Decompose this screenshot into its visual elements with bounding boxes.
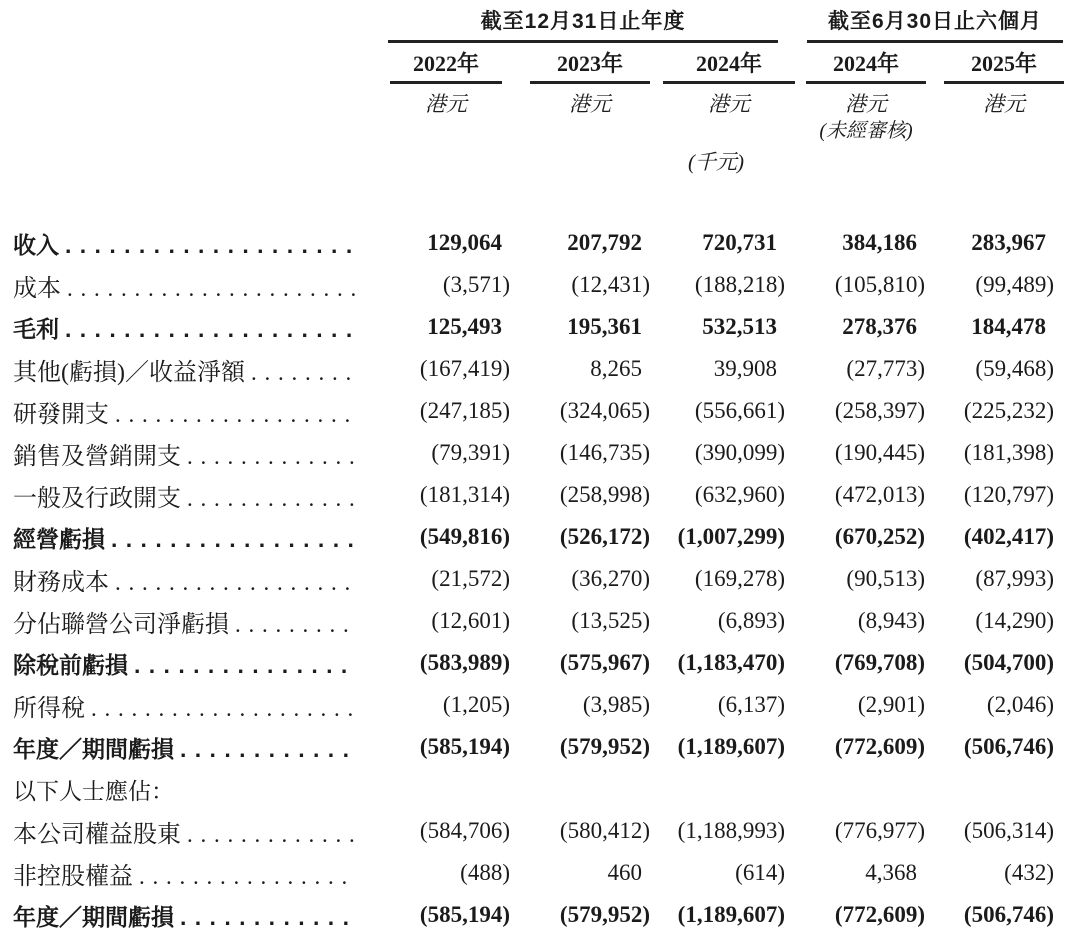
row-label: 年度／期間虧損 . . . bbox=[0, 899, 368, 932]
currency-label: 港元 bbox=[425, 92, 467, 116]
table-row bbox=[0, 390, 1080, 432]
value-cell: (432) bbox=[1004, 860, 1054, 885]
value-cell: (190,445) bbox=[834, 440, 925, 465]
value-cell: (87,993) bbox=[975, 566, 1054, 591]
value-cell: (27,773) bbox=[846, 356, 925, 381]
value-cell: (181,314) bbox=[419, 482, 510, 507]
value-cell: (504,700) bbox=[963, 650, 1054, 675]
value-cell: (2,046) bbox=[986, 692, 1054, 717]
table-row bbox=[0, 558, 1080, 600]
value-cell: 39,908 bbox=[713, 356, 777, 381]
value-cell: 384,186 bbox=[842, 230, 917, 255]
value-cell: (632,960) bbox=[694, 482, 785, 507]
value-cell: (579,952) bbox=[559, 734, 650, 759]
currency-label: 港元 bbox=[983, 92, 1025, 116]
table-row bbox=[0, 348, 1080, 390]
value-cell: (36,270) bbox=[571, 566, 650, 591]
year-header-2022: 2022年 bbox=[412, 51, 479, 76]
table-row bbox=[0, 600, 1080, 642]
value-cell: (583,989) bbox=[419, 650, 510, 675]
value-cell: 8,265 bbox=[590, 356, 642, 381]
value-cell: 460 bbox=[607, 860, 642, 885]
year-rule-2024 bbox=[663, 81, 795, 84]
dot-leader bbox=[235, 612, 356, 638]
table-row bbox=[0, 222, 1080, 264]
year-header-2024-interim: 2024年 bbox=[832, 51, 899, 76]
value-cell: (90,513) bbox=[846, 566, 925, 591]
value-cell: 207,792 bbox=[567, 230, 642, 255]
dot-leader bbox=[251, 360, 356, 386]
table-row bbox=[0, 642, 1080, 684]
dot-leader bbox=[187, 486, 356, 512]
year-header-2025: 2025年 bbox=[970, 51, 1037, 76]
row-label: 其他(虧損)／收益淨額 . . . bbox=[0, 352, 368, 387]
value-cell: (556,661) bbox=[694, 398, 785, 423]
table-row bbox=[0, 264, 1080, 306]
value-cell: (488) bbox=[460, 860, 510, 885]
value-cell: (324,065) bbox=[559, 398, 650, 423]
value-cell: (402,417) bbox=[963, 524, 1054, 549]
value-cell: (181,398) bbox=[963, 440, 1054, 465]
row-label: 研發開支 . . . bbox=[0, 394, 368, 429]
column-group-interim: 截至6月30日止六個月 bbox=[827, 10, 1043, 33]
value-cell: (6,137) bbox=[717, 692, 785, 717]
row-label: 一般及行政開支 . . . bbox=[0, 478, 368, 513]
value-cell: 184,478 bbox=[971, 314, 1046, 339]
year-rule-2023 bbox=[530, 81, 650, 84]
value-cell: (1,205) bbox=[442, 692, 510, 717]
value-cell: 278,376 bbox=[842, 314, 917, 339]
row-label: 年度／期間虧損 . . . bbox=[0, 731, 368, 764]
value-cell: 532,513 bbox=[702, 314, 777, 339]
dot-leader bbox=[187, 444, 356, 470]
value-cell: (772,609) bbox=[834, 734, 925, 759]
currency-label: 港元 bbox=[708, 92, 750, 116]
dot-leader bbox=[180, 736, 356, 763]
row-label: 以下人士應佔： bbox=[13, 777, 174, 804]
value-cell: 720,731 bbox=[702, 230, 777, 255]
value-cell: (3,571) bbox=[442, 272, 510, 297]
row-label: 成本 . . . bbox=[0, 268, 368, 303]
value-cell: 283,967 bbox=[971, 230, 1046, 255]
value-cell: 195,361 bbox=[567, 314, 642, 339]
value-cell: (258,397) bbox=[834, 398, 925, 423]
group-rule-interim bbox=[807, 40, 1063, 43]
table-header bbox=[0, 0, 1080, 222]
currency-label: 港元 bbox=[845, 92, 887, 116]
group-rule-annual bbox=[388, 40, 778, 43]
value-cell: (258,998) bbox=[559, 482, 650, 507]
dot-leader bbox=[134, 652, 356, 679]
dot-leader bbox=[187, 822, 356, 848]
table-row bbox=[0, 684, 1080, 726]
row-label: 除稅前虧損 . . . bbox=[0, 647, 368, 680]
column-group-annual: 截至12月31日止年度 bbox=[480, 10, 686, 33]
value-cell: (1,189,607) bbox=[677, 902, 785, 927]
value-cell: (21,572) bbox=[431, 566, 510, 591]
value-cell: (472,013) bbox=[834, 482, 925, 507]
value-cell: (146,735) bbox=[559, 440, 650, 465]
value-cell: (247,185) bbox=[419, 398, 510, 423]
row-label: 收入 . . . bbox=[0, 227, 368, 260]
value-cell: (772,609) bbox=[834, 902, 925, 927]
table-row bbox=[0, 432, 1080, 474]
value-cell: (12,431) bbox=[571, 272, 650, 297]
value-cell: (585,194) bbox=[419, 734, 510, 759]
value-cell: (614) bbox=[735, 860, 785, 885]
value-cell: (390,099) bbox=[694, 440, 785, 465]
row-label: 非控股權益 . . . bbox=[0, 856, 368, 891]
value-cell: (670,252) bbox=[834, 524, 925, 549]
value-cell: (14,290) bbox=[975, 608, 1054, 633]
value-cell: (225,232) bbox=[963, 398, 1054, 423]
row-label: 經營虧損 . . . bbox=[0, 521, 368, 554]
year-rule-2022 bbox=[390, 81, 502, 84]
value-cell: (167,419) bbox=[419, 356, 510, 381]
dot-leader bbox=[91, 696, 356, 722]
value-cell: (584,706) bbox=[419, 818, 510, 843]
dot-leader bbox=[139, 864, 356, 890]
table-body bbox=[0, 222, 1080, 936]
value-cell: (6,893) bbox=[717, 608, 785, 633]
year-rule-2025 bbox=[944, 81, 1064, 84]
dot-leader bbox=[180, 904, 356, 931]
row-label: 分佔聯營公司淨虧損 . . . bbox=[0, 604, 368, 639]
table-row bbox=[0, 810, 1080, 852]
value-cell: (120,797) bbox=[963, 482, 1054, 507]
dot-leader bbox=[65, 232, 356, 259]
table-row bbox=[0, 516, 1080, 558]
value-cell: (769,708) bbox=[834, 650, 925, 675]
value-cell: (585,194) bbox=[419, 902, 510, 927]
value-cell: (506,746) bbox=[963, 902, 1054, 927]
year-header-2024: 2024年 bbox=[695, 51, 762, 76]
value-cell: (1,188,993) bbox=[677, 818, 785, 843]
value-cell: (105,810) bbox=[834, 272, 925, 297]
value-cell: (579,952) bbox=[559, 902, 650, 927]
value-cell: (580,412) bbox=[559, 818, 650, 843]
value-cell: (506,314) bbox=[963, 818, 1054, 843]
dot-leader bbox=[115, 570, 356, 596]
value-cell: (188,218) bbox=[694, 272, 785, 297]
table-row bbox=[0, 852, 1080, 894]
row-label: 財務成本 . . . bbox=[0, 562, 368, 597]
value-cell: (1,007,299) bbox=[677, 524, 785, 549]
value-cell: 125,493 bbox=[427, 314, 502, 339]
unaudited-note: (未經審核) bbox=[819, 120, 913, 142]
table-row bbox=[0, 726, 1080, 768]
value-cell: 129,064 bbox=[427, 230, 502, 255]
value-cell: (99,489) bbox=[975, 272, 1054, 297]
year-header-2023: 2023年 bbox=[556, 51, 623, 76]
table-row bbox=[0, 894, 1080, 936]
value-cell: (169,278) bbox=[694, 566, 785, 591]
value-cell: (59,468) bbox=[975, 356, 1054, 381]
dot-leader bbox=[67, 276, 356, 302]
table-row bbox=[0, 768, 1080, 810]
dot-leader bbox=[111, 526, 356, 553]
dot-leader bbox=[65, 316, 356, 343]
value-cell: (13,525) bbox=[571, 608, 650, 633]
value-cell: (79,391) bbox=[431, 440, 510, 465]
row-label: 所得稅 . . . bbox=[0, 688, 368, 723]
value-cell: (575,967) bbox=[559, 650, 650, 675]
value-cell: (1,183,470) bbox=[677, 650, 785, 675]
value-cell: (549,816) bbox=[419, 524, 510, 549]
value-cell: (2,901) bbox=[857, 692, 925, 717]
currency-label: 港元 bbox=[569, 92, 611, 116]
value-cell: (776,977) bbox=[834, 818, 925, 843]
value-cell: (1,189,607) bbox=[677, 734, 785, 759]
table-row bbox=[0, 474, 1080, 516]
row-label: 本公司權益股東 . . . bbox=[0, 814, 368, 849]
row-label: 毛利 . . . bbox=[0, 311, 368, 344]
thousands-unit-note: (千元) bbox=[688, 150, 744, 174]
value-cell: (3,985) bbox=[582, 692, 650, 717]
table-row bbox=[0, 306, 1080, 348]
dot-leader bbox=[115, 402, 356, 428]
value-cell: (526,172) bbox=[559, 524, 650, 549]
value-cell: (8,943) bbox=[857, 608, 925, 633]
value-cell: (506,746) bbox=[963, 734, 1054, 759]
row-label: 銷售及營銷開支 . . . bbox=[0, 436, 368, 471]
value-cell: 4,368 bbox=[865, 860, 917, 885]
value-cell: (12,601) bbox=[431, 608, 510, 633]
year-rule-2024-interim bbox=[806, 81, 926, 84]
